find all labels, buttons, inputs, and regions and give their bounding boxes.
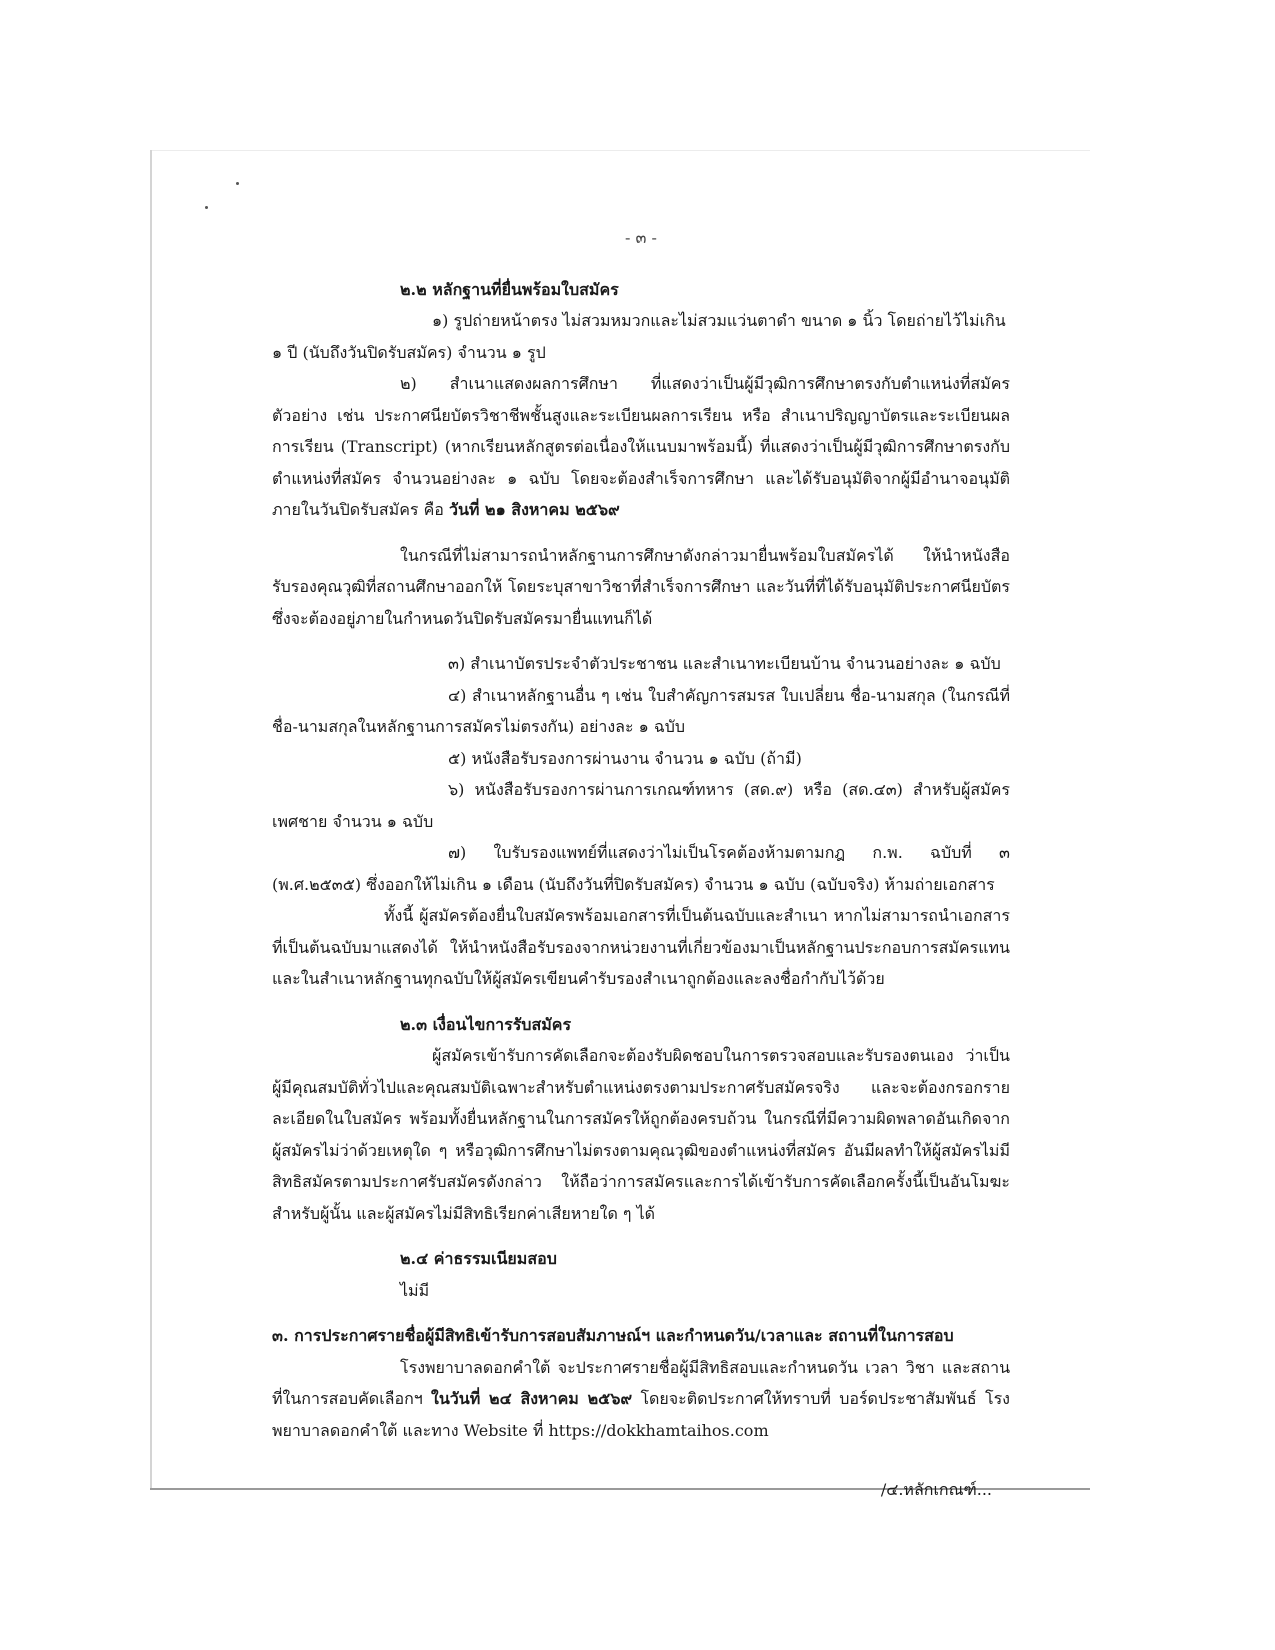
scan-speck [205, 206, 208, 209]
item-3: ๓) สำเนาบัตรประจำตัวประชาชน และสำเนาทะเบียนบ้าน จำนวนอย่างละ ๑ ฉบับ [448, 654, 1001, 673]
section-3-body-part-2: โดยจะติดประกาศให้ทราบที่ บอร์ดประชาสัมพันธ์ โรงพยาบาลดอกคำใต้ และทาง Website ที่ https://dokkhamtaihos.com [272, 1389, 1010, 1440]
closing-paragraph: ทั้งนี้ ผู้สมัครต้องยื่นใบสมัครพร้อมเอกสารที่เป็นต้นฉบับและสำเนา หากไม่สามารถนำเอกสารที่เป็นต้นฉบับมาแสดงได้ ให้นำหนังสือรับรองจากหน่วยงานที่เกี่ยวข้องมาเป็นหลักฐานประกอบการสมัครแทน และในสำเนาหลักฐานทุกฉบับให้ผู้สมัครเขียนคำรับรองสำเนาถูกต้องและลงชื่อกำกับไว้ด้วย [272, 906, 1010, 988]
page-number: - ๓ - [625, 228, 657, 247]
scan-speck [236, 182, 239, 185]
section-2-2-heading: ๒.๒ หลักฐานที่ยื่นพร้อมใบสมัคร [400, 279, 619, 299]
item-2-text: ๒) สำเนาแสดงผลการศึกษา ที่แสดงว่าเป็นผู้มีวุฒิการศึกษาตรงกับตำแหน่งที่สมัคร ตัวอย่าง เช่น ประกาศนียบัตรวิชาชีพชั้นสูงและระเบียนผลการเรียน หรือ สำเนาปริญญาบัตรและระเบียนผลการเรียน (Transcript) (หากเรียนหลักสูตรต่อเนื่องให้แนบมาพร้อมนี้) ที่แสดงว่าเป็นผู้มีวุฒิการศึกษาตรงกับตำแหน่งที่สมัคร จำนวนอย่างละ ๑ ฉบับ โดยจะต้องสำเร็จการศึกษา และได้รับอนุมัติจากผู้มีอำนาจอนุมัติ ภายในวันปิดรับสมัคร คือ [272, 374, 1010, 519]
next-page-reference: /๔.หลักเกณฑ์... [880, 1480, 992, 1499]
item-2 [272, 368, 1010, 526]
item-7: ๗) ใบรับรองแพทย์ที่แสดงว่าไม่เป็นโรคต้องห้ามตามกฎ ก.พ. ฉบับที่ ๓ (พ.ศ.๒๕๓๕) ซึ่งออกให้ไม่เกิน ๑ เดือน (นับถึงวันที่ปิดรับสมัคร) จำนวน ๑ ฉบับ (ฉบับจริง) ห้ามถ่ายเอกสาร [272, 843, 1010, 894]
item-1-line-2: ๑ ปี (นับถึงวันปิดรับสมัคร) จำนวน ๑ รูป [272, 342, 546, 362]
section-3-body [272, 1352, 1010, 1447]
item-2-deadline: วันที่ ๒๑ สิงหาคม ๒๕๖๙ [448, 500, 620, 519]
section-3-body-part-1: โรงพยาบาลดอกคำใต้ จะประกาศรายชื่อผู้มีสิทธิสอบและกำหนดวัน เวลา วิชา และสถานที่ในการสอบคัดเลือกฯ [272, 1357, 1010, 1408]
section-2-4-heading: ๒.๔ ค่าธรรมเนียมสอบ [400, 1249, 557, 1268]
section-3-heading: ๓. การประกาศรายชื่อผู้มีสิทธิเข้ารับการสอบสัมภาษณ์ฯ และกำหนดวัน/เวลาและ สถานที่ในการสอบ [272, 1326, 954, 1345]
scan-edge-left [150, 150, 152, 1490]
section-3-date: ในวันที่ ๒๔ สิงหาคม ๒๕๖๙ [431, 1389, 633, 1408]
note-paragraph: ในกรณีที่ไม่สามารถนำหลักฐานการศึกษาดังกล่าวมายื่นพร้อมใบสมัครได้ ให้นำหนังสือรับรองคุณวุฒิที่สถานศึกษาออกให้ โดยระบุสาขาวิชาที่สำเร็จการศึกษา และวันที่ที่ได้รับอนุมัติประกาศนียบัตร ซึ่งจะต้องอยู่ภายในกำหนดวันปิดรับสมัครมายื่นแทนก็ได้ [272, 545, 1010, 628]
section-2-3-body: ผู้สมัครเข้ารับการคัดเลือกจะต้องรับผิดชอบในการตรวจสอบและรับรองตนเอง ว่าเป็นผู้มีคุณสมบัติทั่วไปและคุณสมบัติเฉพาะสำหรับตำแหน่งตรงตามประกาศรับสมัครจริง และจะต้องกรอกรายละเอียดในใบสมัคร พร้อมทั้งยื่นหลักฐานในการสมัครให้ถูกต้องครบถ้วน ในกรณีที่มีความผิดพลาดอันเกิดจากผู้สมัครไม่ว่าด้วยเหตุใด ๆ หรือวุฒิการศึกษาไม่ตรงตามคุณวุฒิของตำแหน่งที่สมัคร อันมีผลทำให้ผู้สมัครไม่มีสิทธิสมัครตามประกาศรับสมัครดังกล่าว ให้ถือว่าการสมัครและการได้เข้ารับการคัดเลือกครั้งนี้เป็นอันโมฆะสำหรับผู้นั้น และผู้สมัครไม่มีสิทธิเรียกค่าเสียหายใด ๆ ได้ [272, 1046, 1010, 1223]
section-2-4-body: ไม่มี [400, 1280, 430, 1300]
section-2-3-heading: ๒.๓ เงื่อนไขการรับสมัคร [400, 1014, 572, 1034]
document-page [272, 222, 1010, 1506]
item-6: ๖) หนังสือรับรองการผ่านการเกณฑ์ทหาร (สด.๙) หรือ (สด.๔๓) สำหรับผู้สมัครเพศชาย จำนวน ๑ ฉบับ [272, 780, 1010, 831]
item-4: ๔) สำเนาหลักฐานอื่น ๆ เช่น ใบสำคัญการสมรส ใบเปลี่ยน ชื่อ-นามสกุล (ในกรณีที่ชื่อ-นามสกุลในหลักฐานการสมัครไม่ตรงกัน) อย่างละ ๑ ฉบับ [272, 685, 1010, 736]
scan-edge-top [150, 150, 1090, 151]
item-5: ๕) หนังสือรับรองการผ่านงาน จำนวน ๑ ฉบับ (ถ้ามี) [448, 748, 802, 768]
item-1-line-1: ๑) รูปถ่ายหน้าตรง ไม่สวมหมวกและไม่สวมแว่นตาดำ ขนาด ๑ นิ้ว โดยถ่ายไว้ไม่เกิน [432, 311, 1006, 330]
